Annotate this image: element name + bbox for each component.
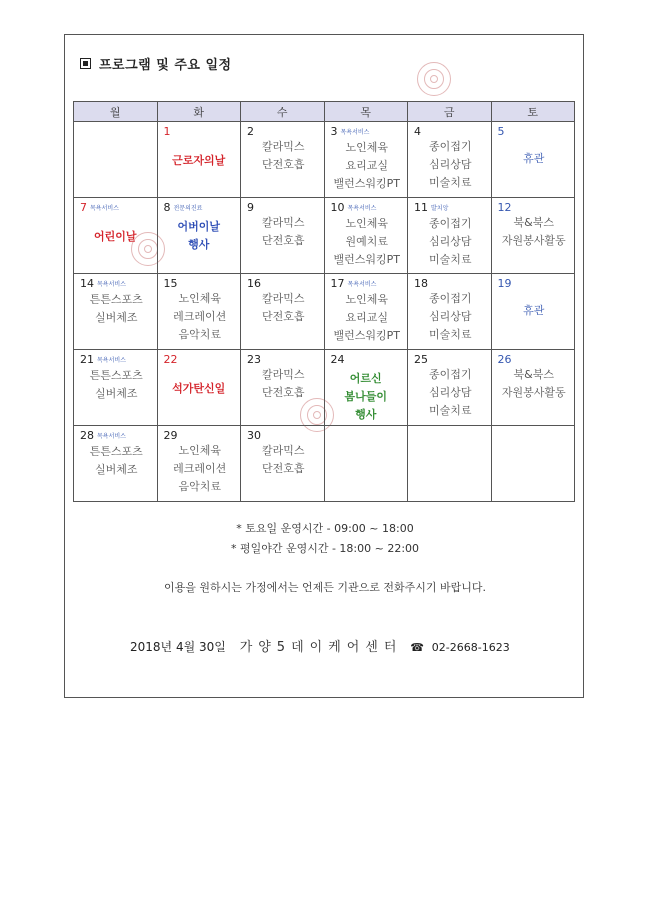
day-number (247, 125, 320, 138)
service-tag: 전문의진료 (173, 205, 203, 212)
day-number (164, 277, 237, 290)
program-list (331, 291, 404, 345)
program-list (247, 214, 320, 250)
day-number (164, 125, 237, 138)
day-number-value: 1 (163, 125, 171, 138)
program-item: 종이접기 (428, 368, 472, 381)
calendar-week-row (74, 122, 575, 198)
weekday-header: 토 (491, 102, 575, 122)
day-number-value: 12 (497, 201, 512, 214)
organization-name: 가양5데이케어센터 (239, 640, 403, 655)
service-tag: 목욕서비스 (97, 281, 126, 288)
special-event: 어르신 봄나들이 행사 (344, 372, 387, 421)
program-item: 단전호흡 (261, 310, 305, 323)
program-item: 자원봉사활동 (501, 234, 566, 247)
day-number-value: 26 (497, 353, 512, 366)
program-item: 실버체조 (94, 463, 138, 476)
service-tag: 목욕서비스 (97, 357, 126, 364)
calendar-day-cell (241, 198, 325, 274)
calendar-day-cell (324, 198, 408, 274)
calendar-day-cell (408, 198, 492, 274)
calendar-day-cell (241, 350, 325, 426)
program-item: 노인체육 (178, 292, 221, 305)
program-item: 레크레이션 (173, 310, 227, 323)
program-item: 심리상담 (428, 235, 472, 248)
calendar-day-cell (74, 426, 158, 502)
day-number (247, 429, 320, 442)
program-item: 심리상담 (428, 158, 472, 171)
special-event: 어버이날 행사 (177, 220, 220, 251)
program-item: 칼라믹스 (261, 368, 305, 381)
program-item: 미술치료 (428, 253, 472, 266)
day-number (414, 277, 487, 290)
calendar-day-cell (241, 274, 325, 350)
calendar-day-cell (157, 274, 241, 350)
program-item: 노인체육 (345, 141, 388, 154)
calendar-week-row (74, 426, 575, 502)
calendar-day-cell (324, 122, 408, 198)
day-number-value: 30 (247, 429, 261, 442)
calendar-day-cell (324, 426, 408, 502)
service-tag: 목욕서비스 (347, 281, 377, 288)
program-list (414, 366, 487, 420)
day-number-value: 4 (414, 125, 421, 138)
program-item: 노인체육 (345, 293, 388, 306)
day-number (498, 277, 571, 290)
calendar-week-row (74, 198, 575, 274)
program-item: 칼라믹스 (261, 292, 305, 305)
program-item: 요리교실 (345, 159, 388, 172)
program-item: 실버체조 (94, 311, 138, 324)
weekday-header: 금 (408, 102, 492, 122)
day-number (331, 201, 404, 215)
day-number (498, 201, 571, 214)
program-item: 미술치료 (428, 404, 472, 417)
day-number-value: 29 (163, 429, 178, 442)
day-number-value: 16 (247, 277, 261, 290)
day-number (80, 429, 153, 443)
day-number (331, 353, 404, 366)
program-list (414, 215, 487, 269)
day-number (247, 353, 320, 366)
day-number-value: 25 (414, 353, 428, 366)
calendar-day-cell (491, 198, 575, 274)
program-item: 튼튼스포츠 (89, 293, 143, 306)
day-number-value: 22 (163, 353, 178, 366)
program-item: 실버체조 (94, 387, 138, 400)
service-tag: 목욕서비스 (347, 205, 377, 212)
calendar-day-cell (408, 274, 492, 350)
program-list (331, 215, 404, 269)
day-number (164, 201, 237, 215)
day-number (498, 353, 571, 366)
calendar-week-row (74, 350, 575, 426)
calendar-week-row (74, 274, 575, 350)
calendar-header-row (74, 102, 575, 122)
calendar-day-cell (408, 122, 492, 198)
service-tag: 목욕서비스 (90, 205, 119, 212)
day-number (331, 125, 404, 139)
program-list (247, 366, 320, 402)
special-event: 석가탄신일 (172, 382, 226, 395)
program-list (247, 290, 320, 326)
footer-date: 2018년 4월 30일 (130, 640, 226, 654)
calendar-day-cell (408, 350, 492, 426)
day-number-value: 15 (163, 277, 178, 290)
day-number-value: 2 (247, 125, 254, 138)
special-event: 어린이날 (93, 230, 137, 243)
program-item: 밸런스워킹PT (333, 329, 400, 342)
calendar-day-cell (324, 274, 408, 350)
calendar-body (74, 122, 575, 502)
calendar-day-cell (157, 350, 241, 426)
calendar-day-cell (74, 198, 158, 274)
day-number-value: 24 (330, 353, 345, 366)
program-item: 원예치료 (345, 235, 388, 248)
day-number (164, 353, 237, 366)
program-item: 음악치료 (178, 480, 221, 493)
day-number-value: 28 (80, 429, 94, 442)
phone-icon: ☎ (410, 641, 424, 654)
program-item: 미술치료 (428, 176, 472, 189)
program-list (414, 138, 487, 192)
day-number (414, 353, 487, 366)
program-item: 칼라믹스 (261, 140, 305, 153)
program-item: 레크레이션 (173, 462, 227, 475)
program-item: 단전호흡 (261, 462, 305, 475)
day-number-value: 17 (330, 277, 345, 290)
program-item: 칼라믹스 (261, 444, 305, 457)
day-number (331, 277, 404, 291)
program-list (80, 291, 153, 327)
footer (130, 636, 510, 655)
program-item: 밸런스워킹PT (333, 177, 400, 190)
program-list (80, 443, 153, 479)
day-number (414, 201, 487, 215)
day-number-value: 23 (247, 353, 261, 366)
day-number (247, 201, 320, 214)
weekday-header: 화 (157, 102, 241, 122)
day-number-value: 11 (414, 201, 428, 214)
calendar-day-cell (324, 350, 408, 426)
day-number-value: 7 (80, 201, 87, 214)
day-number-value: 9 (247, 201, 254, 214)
day-number-value: 3 (330, 125, 338, 138)
program-item: 종이접기 (428, 140, 472, 153)
saturday-hours-note: * 토요일 운영시간 - 09:00 ~ 18:00 (236, 522, 414, 535)
day-number (80, 353, 153, 367)
phone-number: 02-2668-1623 (431, 641, 510, 654)
program-list (414, 290, 487, 344)
calendar-day-cell (408, 426, 492, 502)
program-item: 미술치료 (428, 328, 472, 341)
program-item: 튼튼스포츠 (89, 445, 143, 458)
special-event: 근로자의날 (172, 154, 226, 167)
program-item: 종이접기 (428, 292, 472, 305)
weekday-header: 수 (241, 102, 325, 122)
day-number (247, 277, 320, 290)
closed-label: 휴관 (523, 152, 545, 165)
calendar-day-cell (491, 350, 575, 426)
square-bullet-icon (80, 58, 91, 69)
service-tag: 목욕서비스 (340, 129, 370, 136)
calendar-day-cell (74, 350, 158, 426)
program-item: 심리상담 (428, 310, 472, 323)
program-item: 북&북스 (513, 216, 554, 229)
program-item: 튼튼스포츠 (89, 369, 143, 382)
section-title: 프로그램 및 주요 일정 (80, 54, 232, 73)
day-number (80, 277, 153, 291)
program-item: 단전호흡 (261, 386, 305, 399)
day-number-value: 19 (497, 277, 512, 290)
calendar-day-cell (491, 426, 575, 502)
program-item: 자원봉사활동 (501, 386, 566, 399)
program-item: 심리상담 (428, 386, 472, 399)
calendar-day-cell (241, 122, 325, 198)
program-item: 북&북스 (513, 368, 554, 381)
program-list (498, 214, 571, 250)
day-number (414, 125, 487, 138)
calendar-day-cell (157, 426, 241, 502)
calendar-table (73, 101, 575, 502)
day-number (164, 429, 237, 442)
calendar-day-cell (491, 122, 575, 198)
program-item: 노인체육 (178, 444, 221, 457)
contact-message: 이용을 원하시는 가정에서는 언제든 기관으로 전화주시기 바랍니다. (163, 581, 486, 594)
program-item: 칼라믹스 (261, 216, 305, 229)
program-list (498, 366, 571, 402)
program-list (247, 138, 320, 174)
day-number-value: 18 (414, 277, 428, 290)
weekday-header: 월 (74, 102, 158, 122)
program-item: 종이접기 (428, 217, 472, 230)
program-list (164, 442, 237, 496)
service-tag: 목욕서비스 (97, 433, 126, 440)
day-number-value: 10 (330, 201, 345, 214)
calendar-day-cell (74, 274, 158, 350)
day-number-value: 14 (80, 277, 94, 290)
day-number (80, 201, 153, 215)
calendar-day-cell (241, 426, 325, 502)
weekday-night-hours-note: * 평일야간 운영시간 - 18:00 ~ 22:00 (230, 542, 420, 555)
program-list (247, 442, 320, 478)
calendar-day-cell (157, 122, 241, 198)
day-number (498, 125, 571, 138)
weekday-header: 목 (324, 102, 408, 122)
calendar-day-cell (74, 122, 158, 198)
program-list (331, 139, 404, 193)
program-item: 요리교실 (345, 311, 388, 324)
program-item: 단전호흡 (261, 158, 305, 171)
program-list (164, 290, 237, 344)
calendar-day-cell (157, 198, 241, 274)
program-list (80, 367, 153, 403)
program-item: 노인체육 (345, 217, 388, 230)
day-number-value: 5 (497, 125, 505, 138)
service-tag: 발치앙 (431, 205, 449, 212)
program-item: 음악치료 (178, 328, 221, 341)
day-number-value: 21 (80, 353, 94, 366)
program-item: 단전호흡 (261, 234, 305, 247)
closed-label: 휴관 (523, 304, 545, 317)
swirl-decoration-icon (417, 62, 451, 96)
day-number-value: 8 (163, 201, 171, 214)
program-item: 밸런스워킹PT (333, 253, 400, 266)
calendar-day-cell (491, 274, 575, 350)
